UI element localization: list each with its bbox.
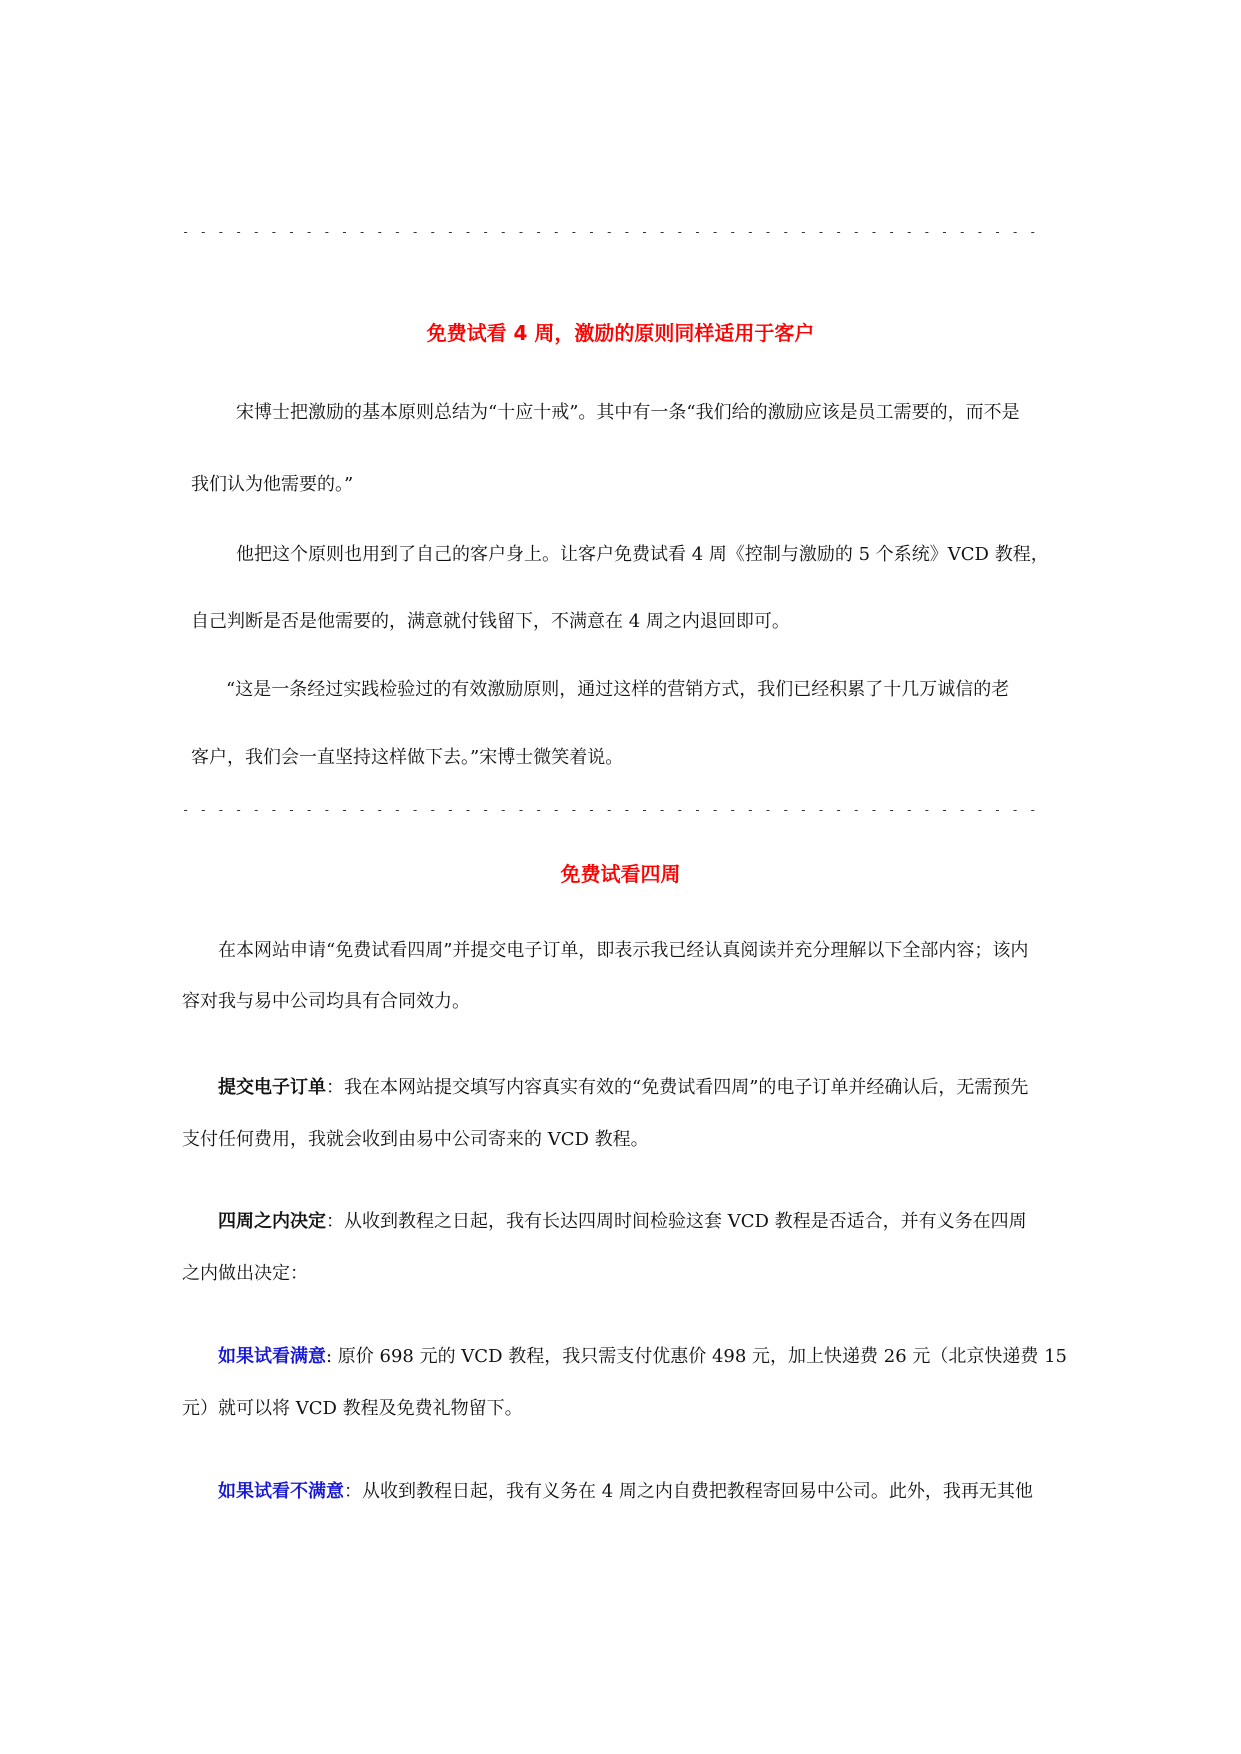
- s1-p3-line1: “这是一条经过实践检验过的有效激励原则，通过这样的营销方式，我们已经积累了十几万诚信的老: [226, 679, 1010, 700]
- submit-order-text: ：我在本网站提交填写内容真实有效的“免费试看四周”的电子订单并经确认后，无需预先: [326, 1077, 1029, 1098]
- satisfied-label: 如果试看满意: [218, 1346, 326, 1367]
- top-divider: [182, 226, 1037, 238]
- middle-divider: [182, 804, 1037, 816]
- s2-intro-line1: 在本网站申请“免费试看四周”并提交电子订单，即表示我已经认真阅读并充分理解以下全部内容；该内: [218, 940, 1029, 961]
- submit-order-label: 提交电子订单: [218, 1077, 326, 1098]
- s1-p1-line2: 我们认为他需要的。”: [191, 474, 354, 495]
- s2-submit-line2: 支付任何费用，我就会收到由易中公司寄来的 VCD 教程。: [182, 1129, 649, 1150]
- satisfied-text: : 原价 698 元的 VCD 教程，我只需支付优惠价 498 元，加上快递费 26 元（北京快递费 15: [326, 1346, 1068, 1367]
- s2-unsatisfied-line1: [218, 1480, 1033, 1504]
- s2-submit-line1: [218, 1076, 1028, 1100]
- s2-intro-line2: 容对我与易中公司均具有合同效力。: [182, 991, 470, 1012]
- decide-label: 四周之内决定: [218, 1211, 326, 1232]
- s1-p3-line2: 客户，我们会一直坚持这样做下去。”宋博士微笑着说。: [191, 747, 624, 768]
- s2-decide-line2: 之内做出决定：: [182, 1263, 308, 1284]
- s1-p2-line2: 自己判断是否是他需要的，满意就付钱留下，不满意在 4 周之内退回即可。: [191, 611, 790, 632]
- s2-satisfied-line2: 元）就可以将 VCD 教程及免费礼物留下。: [182, 1398, 523, 1419]
- decide-text: ：从收到教程之日起，我有长达四周时间检验这套 VCD 教程是否适合，并有义务在四周: [326, 1211, 1027, 1232]
- s2-satisfied-line1: [218, 1345, 1067, 1369]
- section2-title: 免费试看四周: [560, 862, 681, 886]
- s1-p2-line1: 他把这个原则也用到了自己的客户身上。让客户免费试看 4 周《控制与激励的 5 个系统》VCD 教程，: [236, 544, 1049, 565]
- unsatisfied-label: 如果试看不满意: [218, 1481, 344, 1502]
- unsatisfied-text: ：从收到教程日起，我有义务在 4 周之内自费把教程寄回易中公司。此外，我再无其他: [344, 1481, 1033, 1502]
- section1-title: 免费试看 4 周，激励的原则同样适用于客户: [426, 321, 815, 345]
- s2-decide-line1: [218, 1210, 1027, 1234]
- s1-p1-line1: 宋博士把激励的基本原则总结为“十应十戒”。其中有一条“我们给的激励应该是员工需要的，而不是: [236, 402, 1020, 423]
